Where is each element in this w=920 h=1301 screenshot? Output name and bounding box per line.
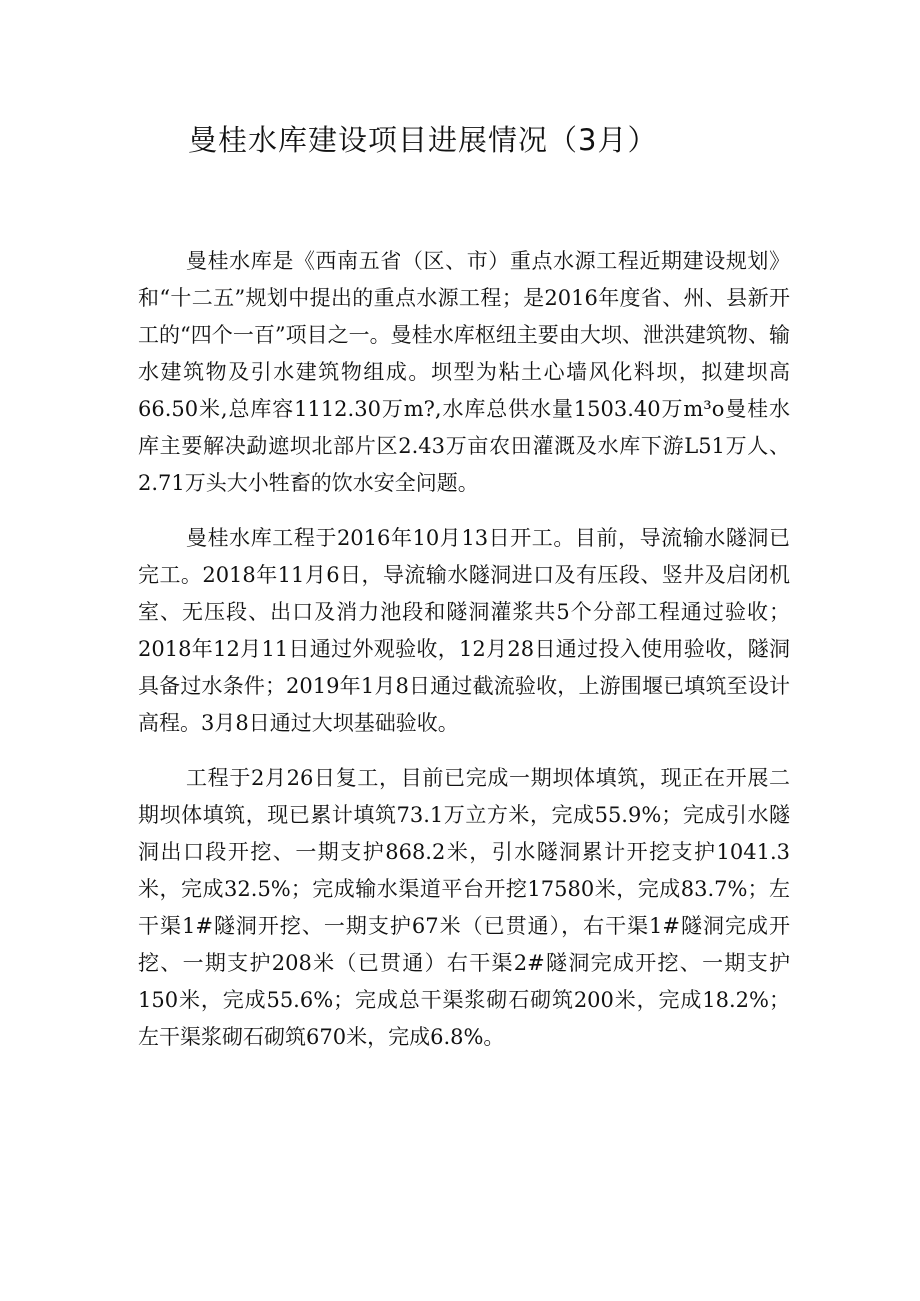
paragraph-progress-history: 曼桂水库工程于2016年10月13日开工。目前，导流输水隧洞已完工。2018年11月6日，导流输水隧洞进口及有压段、竖井及启闭机室、无压段、出口及消力池段和隧洞灌浆共5个分部工程通过验收；2018年12月11日通过外观验收，12月28日通过投入使用验收，隧洞具备过水条件；2019年1月8日通过截流验收，上游围堰已填筑至设计高程。3月8日通过大坝基础验收。 — [138, 526, 790, 735]
paragraph-overview: 曼桂水库是《西南五省（区、市）重点水源工程近期建设规划》和“十二五”规划中提出的重点水源工程；是2016年度省、州、县新开工的“四个一百”项目之一。曼桂水库枢纽主要由大坝、泄洪建筑物、输水建筑物及引水建筑物组成。坝型为粘土心墙风化料坝，拟建坝高66.50米,总库容1112.30万m?,水库总供水量1503.40万m³o曼桂水库主要解决勐遮坝北部片区2.43万亩农田灌溉及水库下游L51万人、2.71万头大小牲畜的饮水安全问题。 — [138, 249, 790, 495]
paragraph-current-progress: 工程于2月26日复工，目前已完成一期坝体填筑，现正在开展二期坝体填筑，现已累计填筑73.1万立方米，完成55.9%；完成引水隧洞出口段开挖、一期支护868.2米，引水隧洞累计开挖支护1041.3米，完成32.5%；完成输水渠道平台开挖17580米，完成83.7%；左干渠1#隧洞开挖、一期支护67米（已贯通），右干渠1#隧洞完成开挖、一期支护208米（已贯通）右干渠2#隧洞完成开挖、一期支护150米，完成55.6%；完成总干渠浆砌石砌筑200米，完成18.2%；左干渠浆砌石砌筑670米，完成6.8%。 — [138, 766, 790, 1049]
document-title: 曼桂水库建设项目进展情况（3月） — [188, 123, 658, 157]
document-body — [138, 243, 790, 1056]
